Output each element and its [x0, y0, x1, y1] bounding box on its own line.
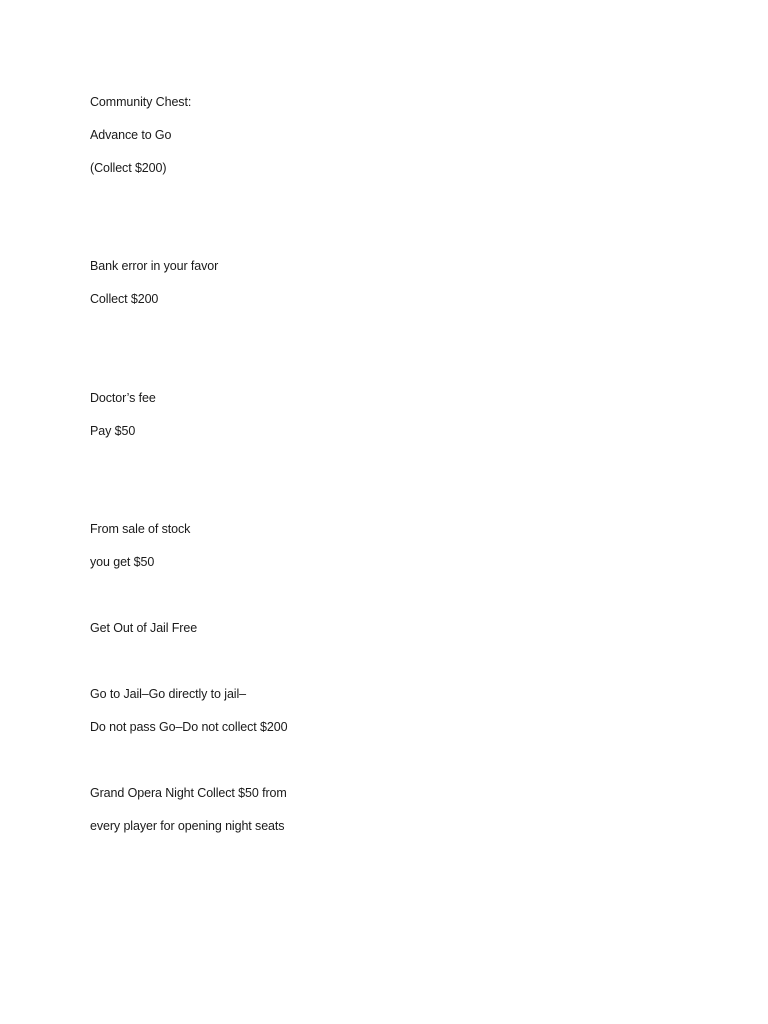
card-get-out-of-jail: Get Out of Jail Free: [90, 621, 198, 635]
card-go-to-jail: Go to Jail–Go directly to jail–: [90, 687, 247, 701]
card-advance-to-go: Advance to Go: [90, 128, 172, 142]
card-bank-error-collect: Collect $200: [90, 292, 159, 306]
heading-community-chest: Community Chest:: [90, 95, 192, 109]
card-bank-error: Bank error in your favor: [90, 259, 219, 273]
card-sale-of-stock: From sale of stock: [90, 522, 191, 536]
card-doctors-fee-pay: Pay $50: [90, 424, 136, 438]
card-go-to-jail-detail: Do not pass Go–Do not collect $200: [90, 720, 288, 734]
card-advance-to-go-collect: (Collect $200): [90, 161, 167, 175]
card-doctors-fee: Doctor’s fee: [90, 391, 156, 405]
card-grand-opera-night: Grand Opera Night Collect $50 from: [90, 786, 287, 800]
card-grand-opera-night-detail: every player for opening night seats: [90, 819, 285, 833]
card-sale-of-stock-get: you get $50: [90, 555, 155, 569]
